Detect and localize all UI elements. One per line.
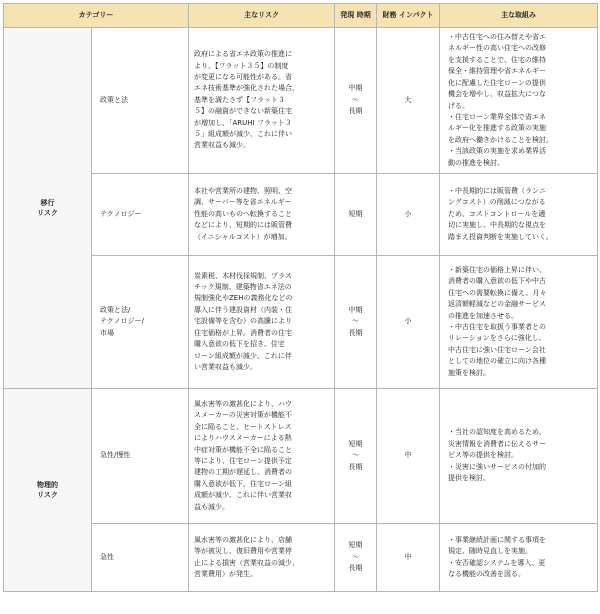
risk-description: 風水害等の激甚化により、店舗 等が被災し、復旧費用や営業停 止による損害（営業収益の減少、 営業費用）が発生。 bbox=[189, 524, 335, 592]
subcategory: 急性/慢性 bbox=[92, 389, 189, 524]
header-action: 主な取組み bbox=[440, 4, 598, 28]
table-header-row bbox=[4, 4, 598, 28]
financial-impact: 中 bbox=[377, 524, 440, 592]
header-timing: 発現 時期 bbox=[335, 4, 377, 28]
table-row bbox=[4, 174, 598, 256]
action-description: ・事業継続計画に関する事項を 規定、随時見直しを実施。 ・安否確認システムを導入、更 なる機能の改善を図る。 bbox=[440, 524, 598, 592]
risk-description: 本社や営業所の建物、照明、空 調、サーバー等を省エネルギー 性能の高いものへ転換すること などにより、短期的には販管費 （イニシャルコスト）が増加。 bbox=[189, 174, 335, 256]
risk-description: 政府による省エネ政策の推進に より、【フラット３５】の制度 が変更になる可能性がある。省 エネ技術基準が強化された場合、 基準を満たさず【フラット３ ５】の融資ができない新築住宅 が増加し、「ARUHI フラット３ ５」組成額が減少、これに伴い 営業収益も減少。 bbox=[189, 28, 335, 174]
table-row bbox=[4, 389, 598, 524]
table-row bbox=[4, 28, 598, 174]
timing: 短期 〜 長期 bbox=[335, 524, 377, 592]
timing: 中期 〜 長期 bbox=[335, 256, 377, 389]
financial-impact: 中 bbox=[377, 389, 440, 524]
risk-description: 炭素税、木材伐採規制、プラス チック規制、建築物省エネ法の 規制強化やZEHの義務化などの 導入に伴う建設資材（内装・住 宅設備等を含む）の高騰により 住宅価格が上昇。消費者の住宅 購入意欲の低下を招き、住宅 ローン組成額が減少、これに伴 い営業収益も減少。 bbox=[189, 256, 335, 389]
subcategory: 政策と法 bbox=[92, 28, 189, 174]
header-category: カテゴリー bbox=[4, 4, 189, 28]
header-risk: 主なリスク bbox=[189, 4, 335, 28]
timing: 短期 bbox=[335, 174, 377, 256]
subcategory: 政策と法/ テクノロジー/ 市場 bbox=[92, 256, 189, 389]
timing: 短期 〜 長期 bbox=[335, 389, 377, 524]
subcategory: 急性 bbox=[92, 524, 189, 592]
table-row bbox=[4, 256, 598, 389]
financial-impact: 小 bbox=[377, 174, 440, 256]
action-description: ・中長期的には販管費（ランニ ングコスト）の削減につながる ため、コストコントロールを適 切に実施し、中長期的な視点を 踏まえ投資判断を実施していく。 bbox=[440, 174, 598, 256]
action-description: ・中古住宅への住み替えや省エ ネルギー性の高い住宅への改修 を支援することで、住宅の維持 保全・維持管理や省エネルギー 化に配慮した住宅ローンの提供 機会を増やし、収益拡大につな げる。 ・住宅ローン業界全体で省エネ ルギー化を推進する政策の実施 を政府へ働きかけることを検討。 ・当該政策の実施を求め業界活 動の推進を検討。 bbox=[440, 28, 598, 174]
category-transition-risk: 移行 リスク bbox=[4, 28, 92, 389]
table-row bbox=[4, 524, 598, 592]
financial-impact: 大 bbox=[377, 28, 440, 174]
risk-description: 風水害等の激甚化により、ハウ スメーカーの災害対策が機能不 全に陥ること、ヒートストレス によりハウスメーカーによる熱 中症対策が機能不全に陥ること 等により、住宅ローン提供予定 建物の工期が遅延し、消費者の 購入意欲が低下、住宅ローン組 成額が減少、これに伴い営業収 益も減少。 bbox=[189, 389, 335, 524]
financial-impact: 小 bbox=[377, 256, 440, 389]
timing: 中期 〜 長期 bbox=[335, 28, 377, 174]
climate-risk-table bbox=[3, 3, 598, 592]
category-physical-risk: 物理的 リスク bbox=[4, 389, 92, 592]
action-description: ・当社の認知度を高めるため、 災害情報を消費者に伝えるサー ビス等の提供を検討。 ・災害に強いサービスの付加的 提供を検討。 bbox=[440, 389, 598, 524]
action-description: ・新築住宅の価格上昇に伴い、 消費者の購入意欲の低下や中古 住宅への需要転換に備え、月々 返済額軽減などの金融サービス の推進を加速させる。 ・中古住宅を取扱う事業者との リレーションをさらに強化し、 中古住宅に強い住宅ローン会社 としての地位の確立に向け各種 施策を検討。 bbox=[440, 256, 598, 389]
subcategory: テクノロジー bbox=[92, 174, 189, 256]
header-impact: 財務 インパクト bbox=[377, 4, 440, 28]
